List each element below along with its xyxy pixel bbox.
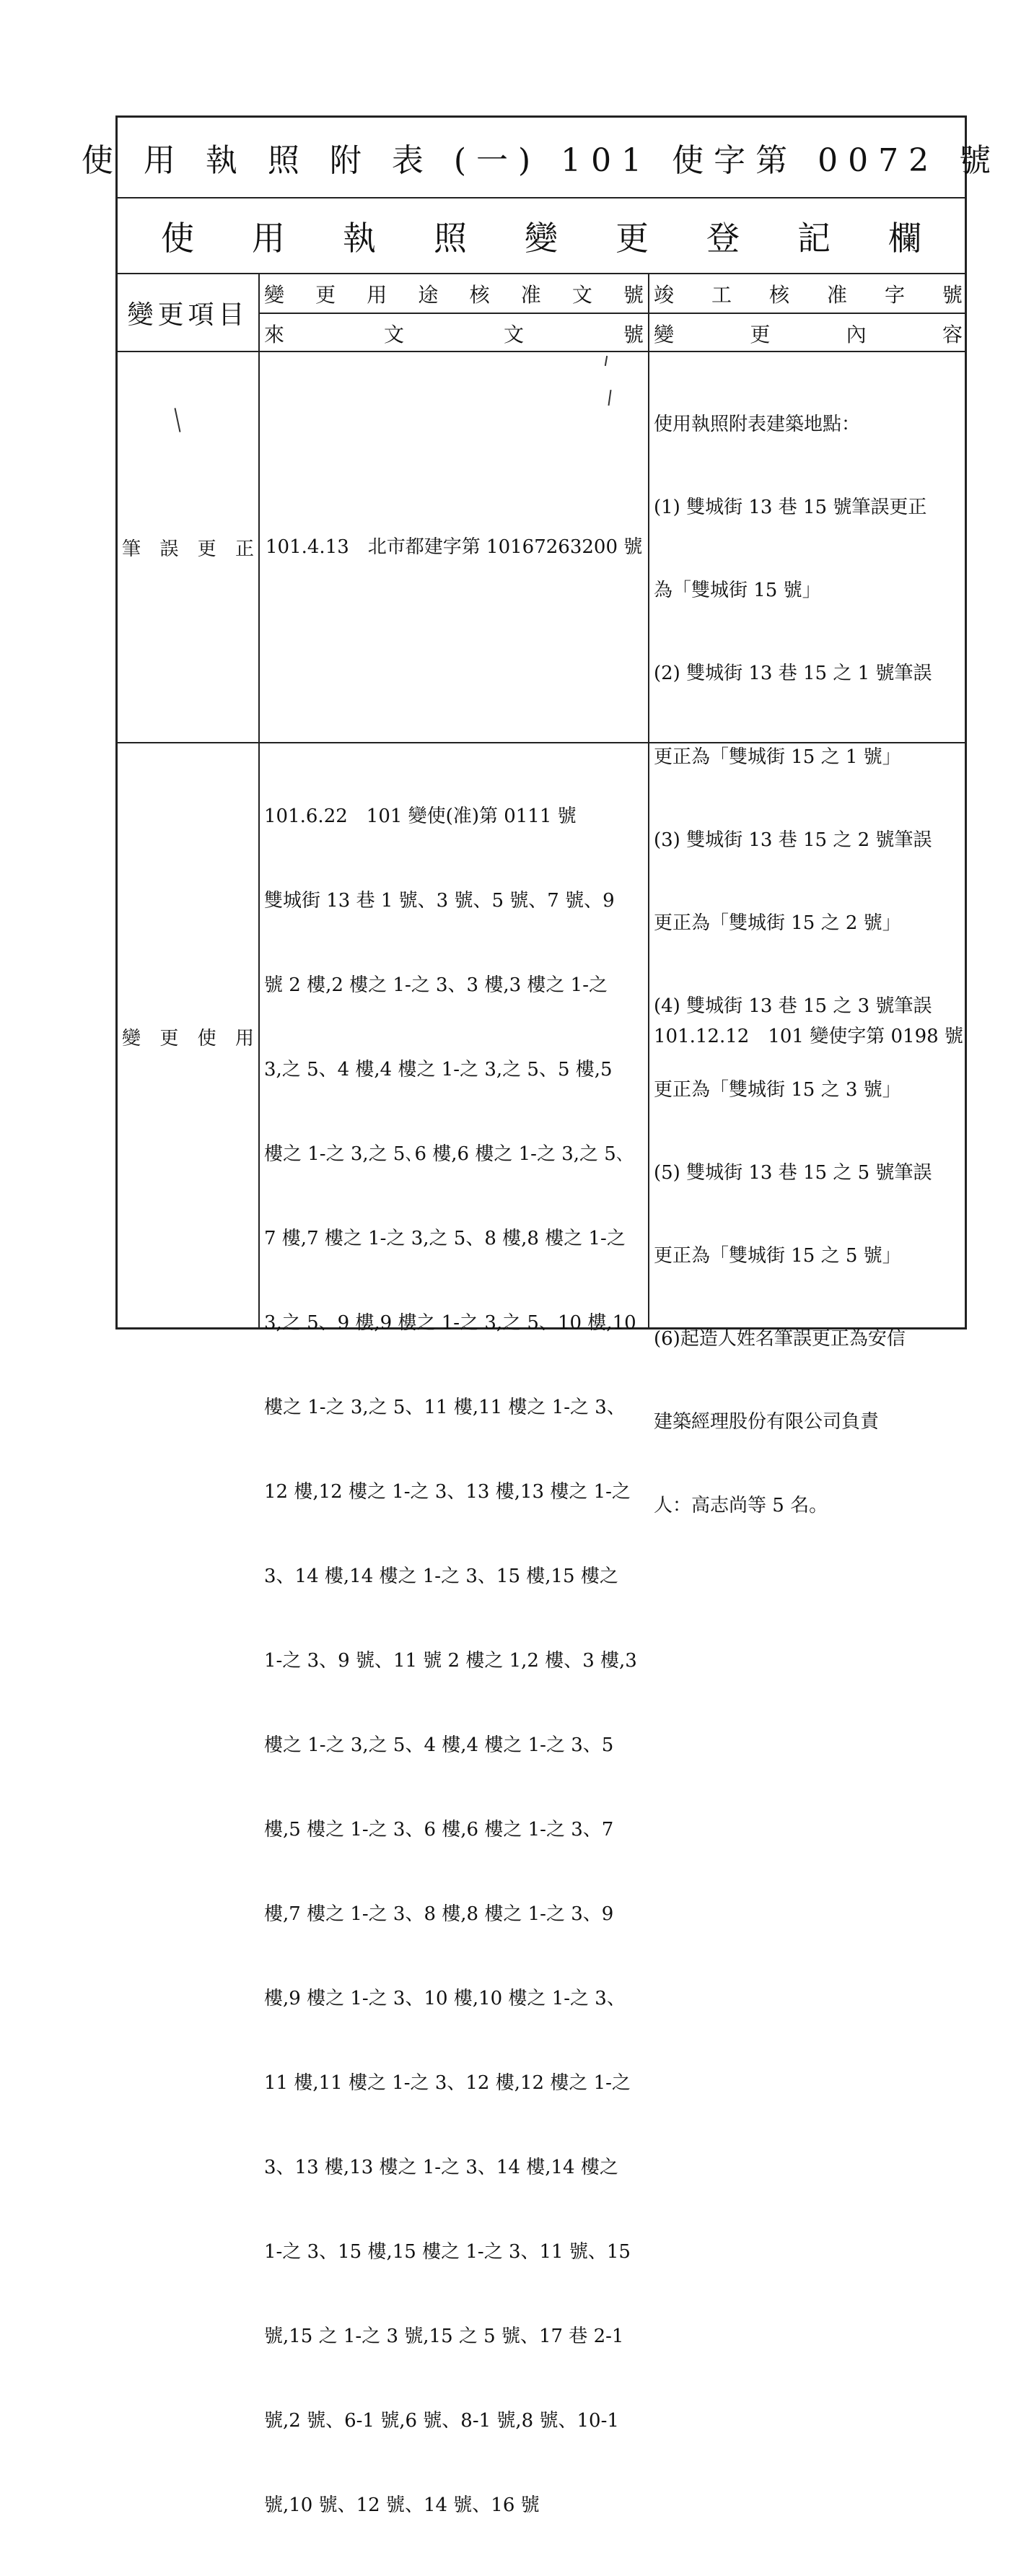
header-change-item: 變更項目 xyxy=(127,300,249,330)
row-2-approval-doc: 101.6.22 101 變使(准)第 0111 號 雙城街 13 巷 1 號、3 號、5 號、7 號、9 號 2 樓,2 樓之 1-之 3、3 樓,3 樓之 1-之 3,之 5、4 樓,4 樓之 1-之 3,之 5、5 樓,5 樓之 1-之 3,之 5､6 樓,6 樓之 1-之 3,之 5､ 7 樓,7 樓之 1-之 3,之 5、8 樓,8 樓之 1-之 3,之 5、9 樓,9 樓之 1-之 3,之 5、10 樓,10 樓之 1-之 3,之 5、11 樓,11 樓之 1-之 3、 12 樓,12 樓之 1-之 3、13 樓,13 樓之 1-之 3、14 樓,14 樓之 1-之 3、15 樓,15 樓之 1-之 3、9 號、11 號 2 樓之 1,2 樓、3 樓,3 樓之 1-之 3,之 5、4 樓,4 樓之 1-之 3、5 樓,5 樓之 1-之 3、6 樓,6 樓之 1-之 3、7 樓,7 樓之 1-之 3、8 樓,8 樓之 1-之 3、9 樓,9 樓之 1-之 3、10 樓,10 樓之 1-之 3、 11 樓,11 樓之 1-之 3、12 樓,12 樓之 1-之 3、13 樓,13 樓之 1-之 3、14 樓,14 樓之 1-之 3、15 樓,15 樓之 1-之 3、11 號、15 號,15 之 1-之 3 號,15 之 5 號、17 巷 2-1 號,2 號、6-1 號,6 號、8-1 號,8 號、10-1 號,10 號、12 號、14 號、16 號 xyxy=(264,805,637,2516)
license-attachment-table xyxy=(81,115,1002,2516)
header-approval-doc: 變 更 用 途 核 准 文 號 xyxy=(264,282,644,307)
row-2-completion-doc: 101.12.12 101 變使字第 0198 號 xyxy=(654,1025,963,1047)
row-1-approval-doc: 101.4.13 北市都建字第 10167263200 號 xyxy=(266,536,643,558)
document-subtitle: 使 用 執 照 變 更 登 記 欄 xyxy=(161,218,921,258)
title-row xyxy=(81,118,1002,198)
header-change-content: 變 更 內 容 xyxy=(654,322,963,346)
header-completion-approval: 竣 工 核 准 字 號 xyxy=(654,282,963,307)
document-title: 使 用 執 照 附 表 (一) 101 使字第 0072 號 xyxy=(81,142,1002,179)
subtitle-row xyxy=(118,198,965,274)
row-1-item: 筆 誤 更 正 xyxy=(122,538,254,560)
header-incoming-doc: 來 文 文 號 xyxy=(264,322,644,346)
row-1-change-content: 使用執照附表建築地點： (1) 雙城街 13 巷 15 號筆誤更正 為「雙城街 15 號」 (2) 雙城街 13 巷 15 之 1 號筆誤 更正為「雙城街 15 之 1 號」 (3) 雙城街 13 巷 15 之 2 號筆誤 更正為「雙城街 15 之 2 號」 (4) 雙城街 13 巷 15 之 3 號筆誤 更正為「雙城街 15 之 3 號」 (5) 雙城街 13 巷 15 之 5 號筆誤 更正為「雙城街 15 之 5 號」 (6)起造人姓名筆誤更正為安信 建築經理股份有限公司負責 人：高志尚等 5 名。 xyxy=(654,413,932,1516)
row-2-item: 變 更 使 用 xyxy=(122,1027,254,1049)
